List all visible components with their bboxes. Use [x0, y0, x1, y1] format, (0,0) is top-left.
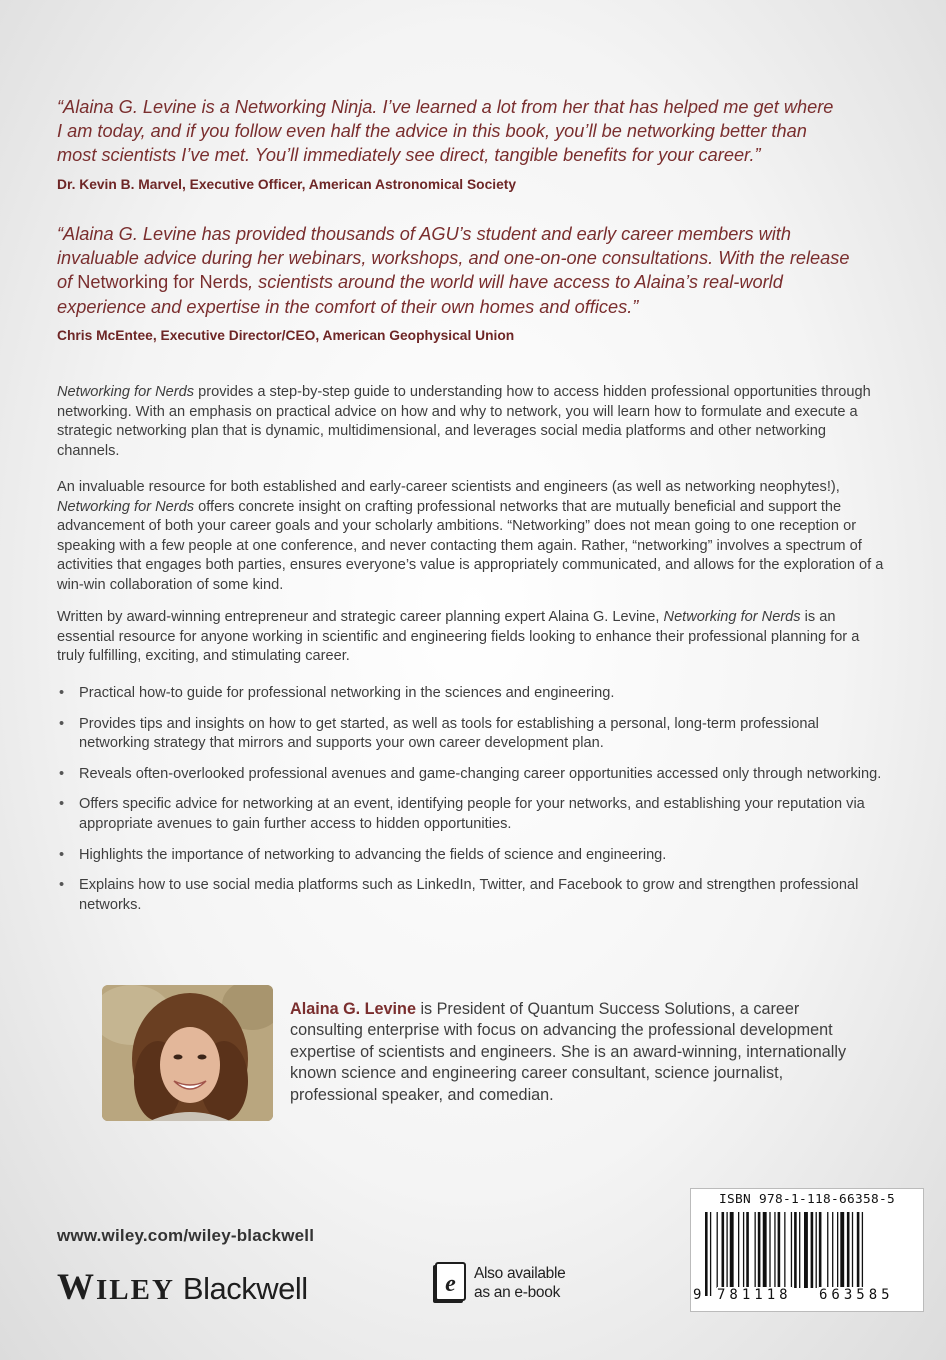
barcode-digit-first: 9 — [693, 1287, 702, 1303]
list-item: • Provides tips and insights on how to get started, as well as tools for establishing a personal, long-term professional networking strategy that mirrors and supports your own career development plan. — [57, 715, 887, 754]
list-item: • Highlights the importance of networking to advancing the fields of science and engineering. — [57, 846, 887, 866]
isbn-number: ISBN 978-1-118-66358-5 — [718, 1192, 896, 1207]
publisher-logo: WILEY Blackwell — [57, 1267, 308, 1308]
testimonial-1-attribution: Dr. Kevin B. Marvel, Executive Officer, American Astronomical Society — [57, 177, 517, 192]
author-photo — [102, 985, 273, 1121]
book-title: Networking for Nerds — [57, 498, 195, 515]
publisher-url: www.wiley.com/wiley-blackwell — [57, 1226, 315, 1245]
author-name: Alaina G. Levine — [290, 1000, 416, 1018]
barcode-digits-left: 781118 — [717, 1287, 792, 1303]
e-book-icon — [432, 1262, 466, 1304]
barcode-bars — [701, 1212, 913, 1298]
isbn-barcode — [690, 1188, 924, 1312]
feature-list — [57, 684, 887, 926]
ebook-line-2: as an e-book — [474, 1284, 561, 1301]
list-item: • Practical how-to guide for professional networking in the sciences and engineering. — [57, 684, 887, 704]
list-item: • Offers specific advice for networking at an event, identifying people for your networks, and establishing your reputation via appropriate avenues to gain further access to hidden opportunities. — [57, 795, 887, 834]
book-title: Networking for Nerds — [663, 609, 801, 625]
list-item: • Reveals often-overlooked professional avenues and game-changing career opportunities accessed only through networking. — [57, 765, 887, 785]
book-title: Networking for Nerds — [77, 272, 249, 293]
description-paragraph-1: Networking for Nerds provides a step-by-step guide to understanding how to access hidden professional opportunities through networking. With an emphasis on practical advice on how and why to network, you will learn how to formulate and execute a strategic networking plan that is dynamic, multidimensional, and leverages social media platforms and other networking channels. — [57, 384, 871, 459]
description-paragraph-3: Written by award-winning entrepreneur and strategic career planning expert Alaina G. Levine, Networking for Nerds is an essential resource for anyone working in scientific and engineering fields looking to enhance their professional planning for a truly fulfilling, exciting, and stimulating career. — [57, 609, 860, 665]
list-item: • Explains how to use social media platforms such as LinkedIn, Twitter, and Facebook to grow and strengthen professional networks. — [57, 876, 887, 915]
description-paragraph-2: An invaluable resource for both established and early-career scientists and engineers (as well as networking neophytes!), Networking for Nerds offers concrete insight on crafting professional networks that are mutually beneficial and support the advancement of both your career goals and your scholarly ambitions. “Networking” does not mean going to one reception or speaking with a few people at one conference, and never contacting them again. Rather, “networking” involves a spectrum of activities that engages both parties, ensures everyone’s value is appropriately communicated, and allows for the exploration of a win-win collaboration of some kind. — [57, 479, 884, 593]
ebook-line-1: Also available — [474, 1265, 566, 1282]
testimonial-1-quote: “Alaina G. Levine is a Networking Ninja. I’ve learned a lot from her that has helped me get where I am today, and if you follow even half the advice in this book, you’ll be networking better than most scientists I’ve met. You’ll immediately see direct, tangible benefits for your career.” — [57, 97, 834, 166]
ebook-notice — [432, 1262, 565, 1304]
author-bio: Alaina G. Levine is President of Quantum Success Solutions, a career consulting enterprise with focus on advancing the professional development expertise of scientists and engineers. She is an award-winning, internationally known science and engineering career consultant, science journalist, professional speaker, and comedian. — [290, 1000, 847, 1104]
book-title: Networking for Nerds — [57, 384, 195, 400]
barcode-digits — [691, 1287, 923, 1307]
svg-text:e: e — [445, 1271, 456, 1297]
testimonial-2-quote: “Alaina G. Levine has provided thousands of AGU’s student and early career members with invaluable advice during her webinars, workshops, and one-on-one consultations. With the release of Networking for Nerds, scientists around the world will have access to Alaina’s real-world experience and expertise in the comfort of their own homes and offices.” — [57, 224, 850, 317]
testimonial-2-attribution: Chris McEntee, Executive Director/CEO, American Geophysical Union — [57, 328, 515, 343]
barcode-digits-right: 663585 — [819, 1287, 894, 1303]
